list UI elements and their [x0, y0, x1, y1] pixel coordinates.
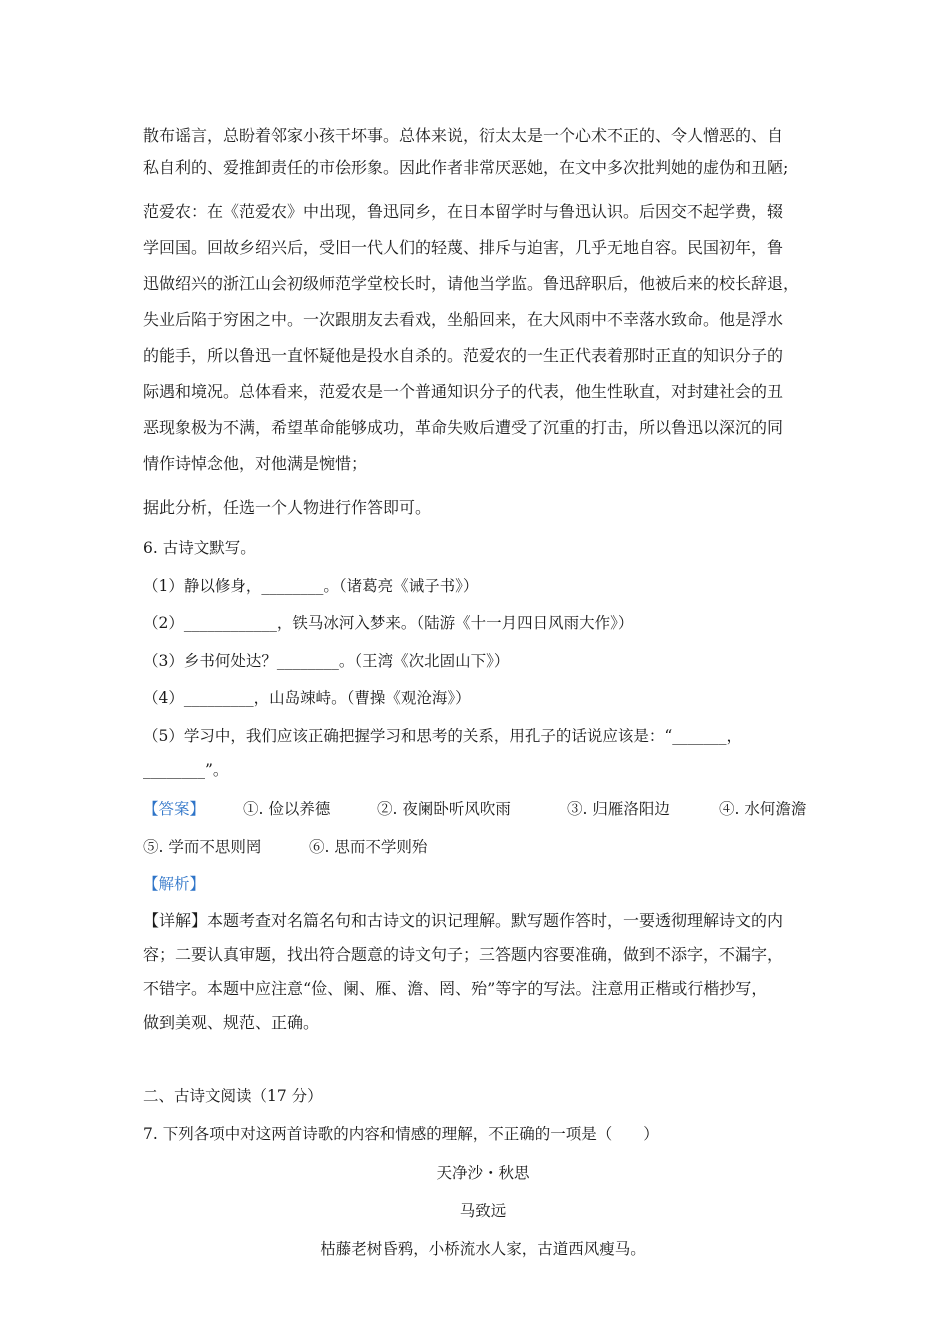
- text-line: 失业后陷于穷困之中。一次跟朋友去看戏，坐船回来，在大风雨中不幸落水致命。他是浮水: [143, 310, 784, 329]
- text-line: 散布谣言，总盼着邻家小孩干坏事。总体来说，衍太太是一个心术不正的、令人憎恶的、自: [143, 126, 784, 145]
- text-line: 容；二要认真审题，找出符合题意的诗文句子；三答题内容要准确，做到不添字，不漏字，: [143, 944, 784, 964]
- question-item: （2）____________，铁马冰河入梦来。（陆游《十一月四日风雨大作》）: [143, 614, 634, 632]
- text-line: 学回国。回故乡绍兴后，受旧一代人们的轻蔑、排斥与迫害，几乎无地自容。民国初年，鲁: [143, 238, 784, 257]
- poem-line: 枯藤老树昏鸦，小桥流水人家，古道西风瘦马。: [320, 1239, 646, 1258]
- text-line: 情作诗悼念他，对他满是惋惜；: [143, 454, 368, 473]
- text-line: 迅做绍兴的浙江山会初级师范学堂校长时，请他当学监。鲁迅辞职后，他被后来的校长辞退，: [143, 274, 800, 293]
- text-line: 范爱农：在《范爱农》中出现，鲁迅同乡，在日本留学时与鲁迅认识。后因交不起学费，辍: [143, 202, 784, 221]
- answer-item: ②. 夜阑卧听风吹雨: [377, 800, 511, 818]
- text-line: [143, 904, 823, 938]
- question-title: 6. 古诗文默写。: [143, 539, 256, 557]
- question-6: [143, 530, 823, 1040]
- question-title: 7. 下列各项中对这两首诗歌的内容和情感的理解，不正确的一项是（ ）: [143, 1125, 659, 1143]
- answer-item: ⑤. 学而不思则罔: [143, 837, 262, 856]
- question-7: [143, 1116, 823, 1268]
- question-item: （3）乡书何处达？________。（王湾《次北固山下》）: [143, 651, 510, 670]
- text-line: 私自利的、爱推卸责任的市侩形象。因此作者非常厌恶她，在文中多次批判她的虚伪和丑陋;: [143, 158, 789, 177]
- question-item: （5）学习中，我们应该正确把握学习和思考的关系，用孔子的话说应该是：“_______，: [143, 726, 743, 745]
- answer-row: [143, 829, 823, 867]
- question-item: （1）静以修身，________。（诸葛亮《诫子书》）: [143, 576, 479, 595]
- para-yantaitai: [143, 120, 823, 184]
- answer-item: ③. 归雁洛阳边: [567, 800, 670, 818]
- detail-text: 本题考查对名篇名句和古诗文的识记理解。默写题作答时，一要透彻理解诗文的内: [207, 910, 784, 930]
- answer-item: ④. 水何澹澹: [719, 800, 807, 818]
- para-fanainong: [143, 194, 823, 482]
- text-line: 恶现象极为不满，希望革命能够成功，革命失败后遭受了沉重的打击，所以鲁迅以深沉的同: [143, 418, 784, 437]
- answer-item: ⑥. 思而不学则殆: [309, 837, 428, 856]
- detail-block: [143, 904, 823, 1040]
- poem-title: 天净沙・秋思: [436, 1163, 530, 1182]
- question-item: （4）_________，山岛竦峙。（曹操《观沧海》）: [143, 689, 471, 707]
- section-heading: 二、古诗文阅读（17 分）: [143, 1087, 323, 1105]
- question-item: ________”。: [143, 761, 229, 779]
- poem-author: 马致远: [459, 1201, 507, 1220]
- answer-label: 【答案】: [143, 800, 206, 818]
- analysis-label: 【解析】: [143, 875, 206, 893]
- answer-row: [143, 791, 823, 829]
- text-line: 不错字。本题中应注意“俭、阑、雁、澹、罔、殆”等字的写法。注意用正楷或行楷抄写，: [143, 978, 768, 998]
- answer-item: ①. 俭以养德: [243, 800, 331, 818]
- conclusion-line: 据此分析，任选一个人物进行作答即可。: [143, 498, 432, 517]
- detail-label: 【详解】: [143, 910, 208, 930]
- text-line: 做到美观、规范、正确。: [143, 1012, 320, 1032]
- text-line: 的能手，所以鲁迅一直怀疑他是投水自杀的。范爱农的一生正代表着那时正直的知识分子的: [143, 346, 784, 365]
- text-line: 际遇和境况。总体看来，范爱农是一个普通知识分子的代表，他生性耿直，对封建社会的丑: [143, 382, 784, 401]
